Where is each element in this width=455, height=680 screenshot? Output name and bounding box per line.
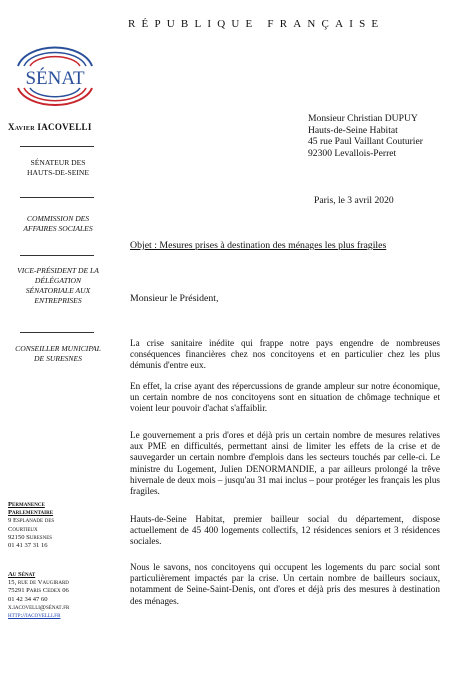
paragraph: Le gouvernement a pris d'ores et déjà pris un certain nombre de mesures relatives aux PME en difficultés, permettant ainsi de limiter les effets de la crise et de sauvegarder un certain nombre d'emplois dans les secteurs touchés par celle-ci. Le ministre du Logement, Julien DENORMANDIE, a par ailleurs prolongé la trêve hivernale de deux mois – jusqu'au 31 mai inclus – pour protéger les français les plus fragiles. (130, 430, 440, 497)
paragraph: Nous le savons, nos concitoyens qui occupent les logements du parc social sont particulièrement impactés par la crise. Un certain nombre de bailleurs sociaux, notamment de Seine-Saint-Denis, ont d'ores et déjà pris des mesures à destination des ménages. (130, 562, 440, 606)
letter-subject: Objet : Mesures prises à destination des ménages les plus fragiles (130, 240, 387, 251)
divider (20, 255, 94, 256)
salutation: Monsieur le Président, (130, 293, 219, 304)
letter-date: Paris, le 3 avril 2020 (314, 195, 394, 206)
sidebar-title-delegation: VICE-PRÉSIDENT DE LA DÉLÉGATION SÉNATORIALE AUX ENTREPRISES (17, 266, 99, 305)
recipient-address: Monsieur Christian DUPUY Hauts-de-Seine Habitat 45 rue Paul Vaillant Couturier 92300 Levallois-Perret (308, 113, 423, 159)
divider (20, 197, 94, 198)
paragraph: En effet, la crise ayant des répercussions de grande ampleur sur notre économique, un certain nombre de nos concitoyens sont en situation de chômage technique et voient leur pouvoir d'achat s'affaiblir. (130, 381, 440, 414)
divider (20, 332, 94, 333)
senat-logo (10, 36, 100, 106)
paragraph: La crise sanitaire inédite qui frappe notre pays engendre de nombreuses conséquences financières chez nos concitoyens et en particulier chez les plus démunis d'entre eux. (130, 338, 440, 371)
republique-header: RÉPUBLIQUE FRANÇAISE (128, 18, 385, 30)
paragraph: Hauts-de-Seine Habitat, premier bailleur social du département, dispose actuellement de 45 400 logements collectifs, 12 résidences seniors et 3 résidences sociales. (130, 514, 440, 547)
website-link[interactable]: http://iacovelli.fr (8, 612, 61, 620)
email-link[interactable]: x.iacovelli@sénat.fr (8, 603, 70, 611)
logo-text: SÉNAT (25, 68, 85, 89)
permanence-block: Permanence Parlementaire 9 Esplanade des Courtieux 92150 Suresnes 01 41 37 31 16 (8, 501, 55, 550)
sidebar-title-commission: COMMISSION DES AFFAIRES SOCIALES (23, 214, 93, 233)
sidebar-title-conseiller: CONSEILLER MUNICIPAL DE SURESNES (15, 344, 101, 363)
sidebar-title-senateur: SÉNATEUR DES HAUTS-DE-SEINE (26, 158, 89, 177)
senat-address-block: Au Sénat 15, rue de Vaugirard 75291 Paris Cedex 06 01 42 34 47 60 x.iacovelli@sénat.fr http://iacovelli.fr (8, 571, 70, 620)
sender-name: Xavier IACOVELLI (8, 122, 92, 132)
divider (20, 146, 94, 147)
